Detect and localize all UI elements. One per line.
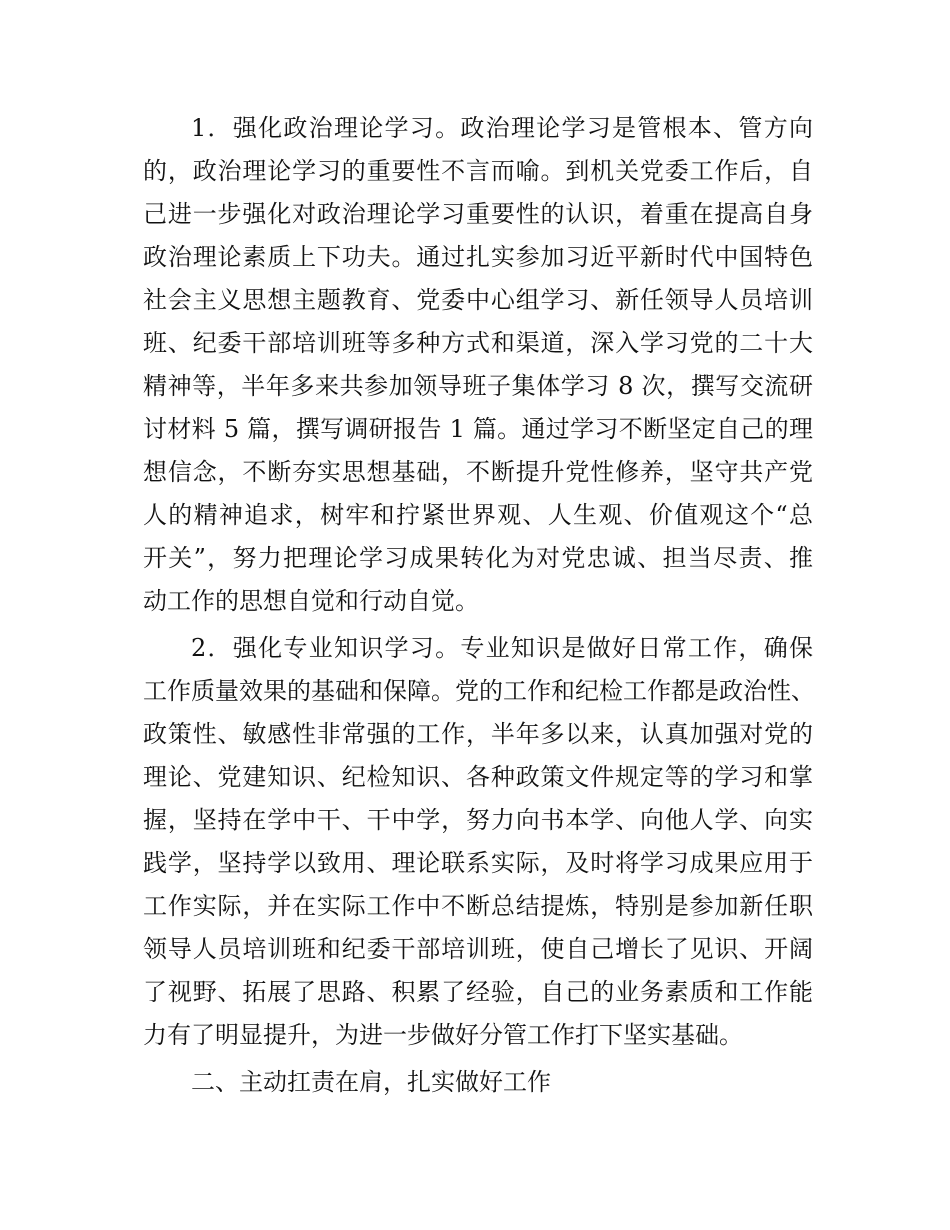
paragraph-line: 工作质量效果的基础和保障。党的工作和纪检工作都是政治性、 <box>143 677 815 705</box>
paragraph-line: 社会主义思想主题教育、党委中心组学习、新任领导人员培训 <box>143 286 813 314</box>
paragraph-line: 想信念，不断夯实思想基础，不断提升党性修养，坚守共产党 <box>143 458 813 486</box>
paragraph-line: 讨材料 5 篇，撰写调研报告 1 篇。通过学习不断坚定自己的理 <box>143 415 813 443</box>
section-heading: 二、主动扛责在肩，扎实做好工作 <box>191 1068 551 1096</box>
paragraph-line: 工作实际，并在实际工作中不断总结提炼，特别是参加新任职 <box>143 892 813 920</box>
paragraph-line: 握，坚持在学中干、干中学，努力向书本学、向他人学、向实 <box>143 806 813 834</box>
paragraph-line: 班、纪委干部培训班等多种方式和渠道，深入学习党的二十大 <box>143 329 813 357</box>
paragraph-line: 政策性、敏感性非常强的工作，半年多以来，认真加强对党的 <box>143 720 813 748</box>
paragraph-line: 理论、党建知识、纪检知识、各种政策文件规定等的学习和掌 <box>143 763 813 791</box>
paragraph-line: 的，政治理论学习的重要性不言而喻。到机关党委工作后，自 <box>143 157 813 185</box>
paragraph-line: 1．强化政治理论学习。政治理论学习是管根本、管方向 <box>191 114 813 142</box>
paragraph-line: 己进一步强化对政治理论学习重要性的认识，着重在提高自身 <box>143 200 813 228</box>
paragraph-line: 践学，坚持学以致用、理论联系实际，及时将学习成果应用于 <box>143 849 813 877</box>
paragraph-line: 力有了明显提升，为进一步做好分管工作打下坚实基础。 <box>143 1021 743 1049</box>
paragraph-line: 领导人员培训班和纪委干部培训班，使自己增长了见识、开阔 <box>143 935 813 963</box>
paragraph-line: 2．强化专业知识学习。专业知识是做好日常工作，确保 <box>191 634 813 662</box>
paragraph-line: 精神等，半年多来共参加领导班子集体学习 8 次，撰写交流研 <box>143 372 813 400</box>
paragraph-line: 动工作的思想自觉和行动自觉。 <box>143 587 479 615</box>
paragraph-line: 人的精神追求，树牢和拧紧世界观、人生观、价值观这个“总 <box>143 501 813 529</box>
paragraph-line: 开关”，努力把理论学习成果转化为对党忠诚、担当尽责、推 <box>143 544 813 572</box>
paragraph-line: 了视野、拓展了思路、积累了经验，自己的业务素质和工作能 <box>143 978 813 1006</box>
paragraph-line: 政治理论素质上下功夫。通过扎实参加习近平新时代中国特色 <box>143 243 813 271</box>
